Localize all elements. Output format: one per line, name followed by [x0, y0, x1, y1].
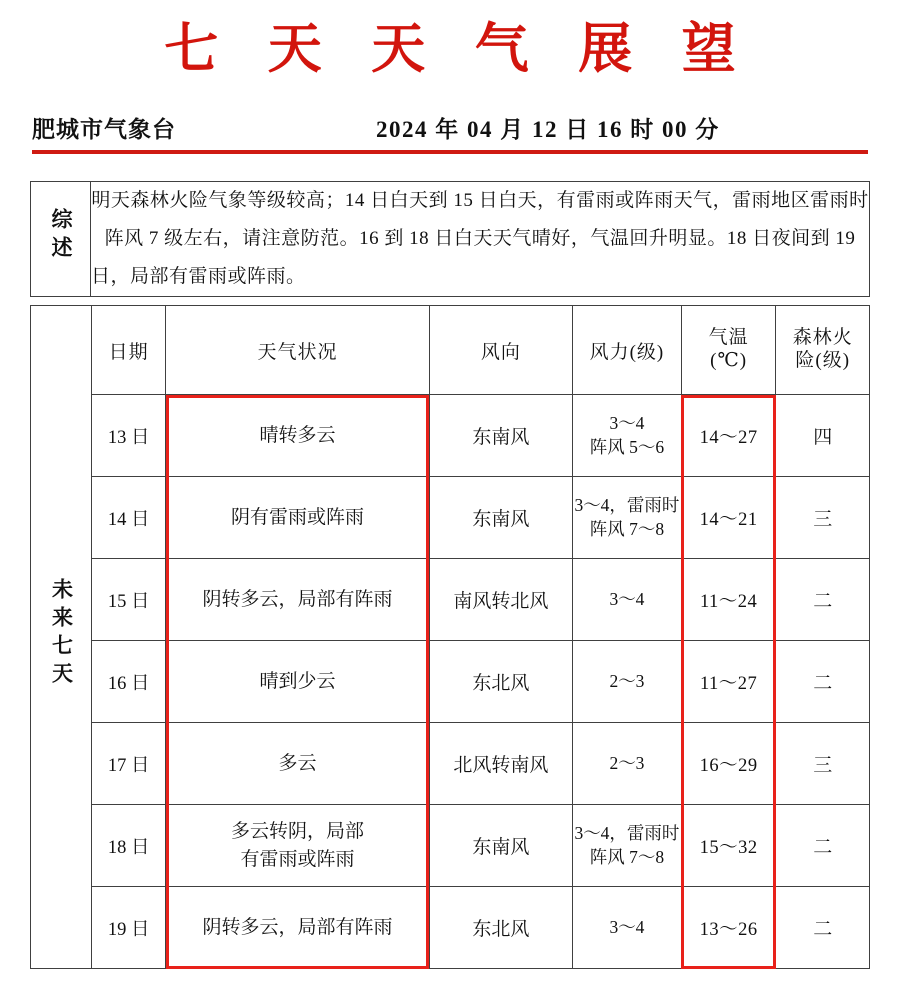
cell-condition: 晴转多云: [166, 395, 429, 477]
cell-fire-risk: 二: [776, 887, 870, 969]
cell-temperature: 11～24: [681, 559, 776, 641]
cell-wind-direction: 东南风: [429, 395, 572, 477]
issuer-name: 肥城市气象台: [32, 117, 176, 142]
table-row: [31, 395, 870, 477]
table-row: [31, 805, 870, 887]
cell-wind-direction: 东南风: [429, 477, 572, 559]
cell-fire-risk: 三: [776, 723, 870, 805]
cell-date: 14 日: [92, 477, 166, 559]
cell-fire-risk: 三: [776, 477, 870, 559]
column-header-date: 日期: [92, 306, 166, 395]
cell-date: 18 日: [92, 805, 166, 887]
cell-wind-force: 3～4: [573, 887, 682, 969]
cell-wind-force: 3～4: [573, 559, 682, 641]
cell-condition: 阴有雷雨或阵雨: [166, 477, 429, 559]
table-row: [31, 723, 870, 805]
summary-label-cell: [31, 182, 91, 297]
cell-date: 13 日: [92, 395, 166, 477]
cell-condition: 多云: [166, 723, 429, 805]
issue-timestamp: 2024 年 04 月 12 日 16 时 00 分: [376, 117, 720, 142]
column-header-temperature-line2: (℃): [710, 350, 748, 371]
table-row: [31, 641, 870, 723]
cell-wind-force: 3～4，雷雨时阵风 7～8: [573, 805, 682, 887]
column-header-wind-direction: 风向: [429, 306, 572, 395]
cell-wind-force: 2～3: [573, 641, 682, 723]
column-header-fire-risk: [776, 306, 870, 395]
cell-wind-direction: 东北风: [429, 641, 572, 723]
table-row: [31, 887, 870, 969]
cell-condition: 多云转阴，局部 有雷雨或阵雨: [166, 805, 429, 887]
column-header-fire-risk-line2: 险(级): [795, 350, 851, 371]
cell-date: 17 日: [92, 723, 166, 805]
cell-fire-risk: 二: [776, 805, 870, 887]
cell-condition: 阴转多云，局部有阵雨: [166, 559, 429, 641]
cell-wind-direction: 东北风: [429, 887, 572, 969]
cell-condition: 晴到少云: [166, 641, 429, 723]
table-row: [31, 559, 870, 641]
summary-text: 明天森林火险气象等级较高；14 日白天到 15 日白天，有雷雨或阵雨天气，雷雨地区雷雨时阵风 7 级左右，请注意防范。16 到 18 日白天天气晴好，气温回升明显。18 日夜间到 19 日，局部有雷雨或阵雨。: [91, 182, 870, 297]
header-divider: [32, 150, 868, 154]
cell-fire-risk: 二: [776, 559, 870, 641]
cell-temperature: 14～21: [681, 477, 776, 559]
column-header-condition: 天气状况: [166, 306, 429, 395]
forecast-label: 未来七天: [49, 578, 74, 690]
page-title: 七 天 天 气 展 望: [164, 19, 754, 79]
cell-date: 15 日: [92, 559, 166, 641]
cell-date: 16 日: [92, 641, 166, 723]
cell-wind-force: 3～4 阵风 5～6: [573, 395, 682, 477]
cell-temperature: 13～26: [681, 887, 776, 969]
cell-wind-direction: 南风转北风: [429, 559, 572, 641]
column-header-fire-risk-line1: 森林火: [792, 327, 853, 349]
cell-date: 19 日: [92, 887, 166, 969]
cell-wind-direction: 东南风: [429, 805, 572, 887]
masthead: [32, 110, 868, 144]
column-header-temperature-line1: 气温: [708, 327, 749, 349]
forecast-table: [30, 305, 870, 969]
column-header-wind-force: 风力(级): [573, 306, 682, 395]
cell-temperature: 15～32: [681, 805, 776, 887]
column-header-temperature: [681, 306, 776, 395]
cell-wind-force: 2～3: [573, 723, 682, 805]
cell-fire-risk: 二: [776, 641, 870, 723]
content-area: [30, 181, 870, 969]
cell-temperature: 16～29: [681, 723, 776, 805]
cell-condition: 阴转多云，局部有阵雨: [166, 887, 429, 969]
cell-temperature: 11～27: [681, 641, 776, 723]
summary-table: [30, 181, 870, 297]
cell-temperature: 14～27: [681, 395, 776, 477]
table-row: [31, 477, 870, 559]
cell-fire-risk: 四: [776, 395, 870, 477]
summary-label: 综述: [49, 208, 73, 264]
cell-wind-direction: 北风转南风: [429, 723, 572, 805]
cell-wind-force: 3～4，雷雨时阵风 7～8: [573, 477, 682, 559]
summary-row: [31, 182, 870, 297]
forecast-header-row: [31, 306, 870, 395]
forecast-label-cell: [31, 306, 92, 969]
